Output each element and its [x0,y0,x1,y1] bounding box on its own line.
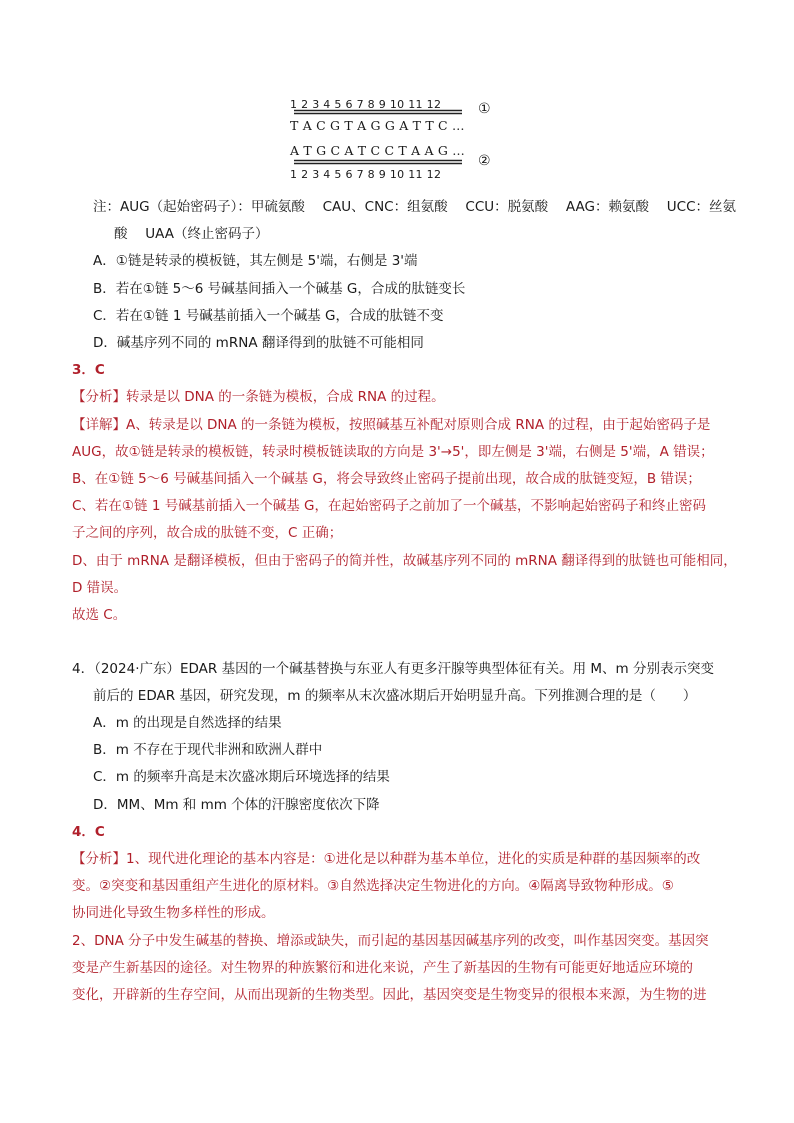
strand2-sequence: A T G C A T C C T A A G … [290,143,465,158]
strand1-label: ① [478,101,491,117]
q4-analysis-line-2: 变。②突变和基因重组产生进化的原材料。③自然选择决定生物进化的方向。④隔离导致物种形成。⑤ [72,878,674,894]
q3-detail-line-3: B、在①链 5～6 号碱基间插入一个碱基 G，将会导致终止密码子提前出现，故合成的肽链变短，B 错误； [72,471,701,487]
q4-stem-line-1: 4．（2024·广东）EDAR 基因的一个碱基替换与东亚人有更多汗腺等典型体征有关。用 M、m 分别表示突变 [72,661,714,677]
q3-note-line-2: 酸 UAA（终止密码子） [114,226,269,242]
q4-analysis-line-6: 变化，开辟新的生存空间，从而出现新的生物类型。因此，基因突变是生物变异的很根本来源，为生物的进 [72,987,707,1003]
q3-answer: 3．C [72,362,105,378]
q4-analysis-line-5: 变是产生新基因的途径。对生物界的种族繁衍和进化来说，产生了新基因的生物有可能更好地适应环境的 [72,960,693,976]
q4-option-c: C．m 的频率升高是末次盛冰期后环境选择的结果 [93,769,390,785]
q4-answer: 4．C [72,824,105,840]
q3-detail-line-6: D、由于 mRNA 是翻译模板，但由于密码子的简并性，故碱基序列不同的 mRNA 翻译得到的肽链也可能相同， [72,553,737,569]
q4-analysis-line-1: 【分析】1、现代进化理论的基本内容是：①进化是以种群为基本单位，进化的实质是种群的基因频率的改 [72,851,701,867]
strand1-sequence: T A C G T A G G A T T C … [290,118,465,133]
q4-stem-line-2: 前后的 EDAR 基因，研究发现，m 的频率从末次盛冰期后开始明显升高。下列推测合理的是（ ） [93,688,697,704]
q3-option-a: A．①链是转录的模板链，其左侧是 5'端，右侧是 3'端 [93,253,418,269]
bottom-numbers: 1 2 3 4 5 6 7 8 9 10 11 12 [290,168,442,181]
q3-option-b: B．若在①链 5～6 号碱基间插入一个碱基 G，合成的肽链变长 [93,281,466,297]
strand2-label: ② [478,153,491,169]
q3-detail-line-2: AUG，故①链是转录的模板链，转录时模板链读取的方向是 3'→5'，即左侧是 3'端，右侧是 5'端，A 错误； [72,444,714,460]
q3-note-line-1: 注：AUG（起始密码子）：甲硫氨酸 CAU、CNC：组氨酸 CCU：脱氨酸 AAG：赖氨酸 UCC：丝氨 [93,199,737,215]
q4-option-a: A．m 的出现是自然选择的结果 [93,715,282,731]
q3-detail-line-1: 【详解】A、转录是以 DNA 的一条链为模板，按照碱基互补配对原则合成 RNA 的过程，由于起始密码子是 [72,417,711,433]
top-numbers: 1 2 3 4 5 6 7 8 9 10 11 12 [290,98,442,111]
q4-analysis-line-4: 2、DNA 分子中发生碱基的替换、增添或缺失，而引起的基因基因碱基序列的改变，叫作基因突变。基因突 [72,933,709,949]
q3-detail-line-4: C、若在①链 1 号碱基前插入一个碱基 G，在起始密码子之前加了一个碱基，不影响起始密码子和终止密码 [72,498,706,514]
q3-option-d: D．碱基序列不同的 mRNA 翻译得到的肽链不可能相同 [93,335,424,351]
q3-option-c: C．若在①链 1 号碱基前插入一个碱基 G，合成的肽链不变 [93,308,444,324]
q3-choose: 故选 C。 [72,607,127,623]
q3-analysis: 【分析】转录是以 DNA 的一条链为模板，合成 RNA 的过程。 [72,389,445,405]
dna-strand-diagram [290,98,510,188]
q4-option-b: B．m 不存在于现代非洲和欧洲人群中 [93,742,323,758]
q4-analysis-line-3: 协同进化导致生物多样性的形成。 [72,905,275,921]
q3-detail-line-5: 子之间的序列，故合成的肽链不变，C 正确； [72,525,343,541]
q3-detail-line-7: D 错误。 [72,580,128,596]
q4-option-d: D．MM、Mm 和 mm 个体的汗腺密度依次下降 [93,797,380,813]
